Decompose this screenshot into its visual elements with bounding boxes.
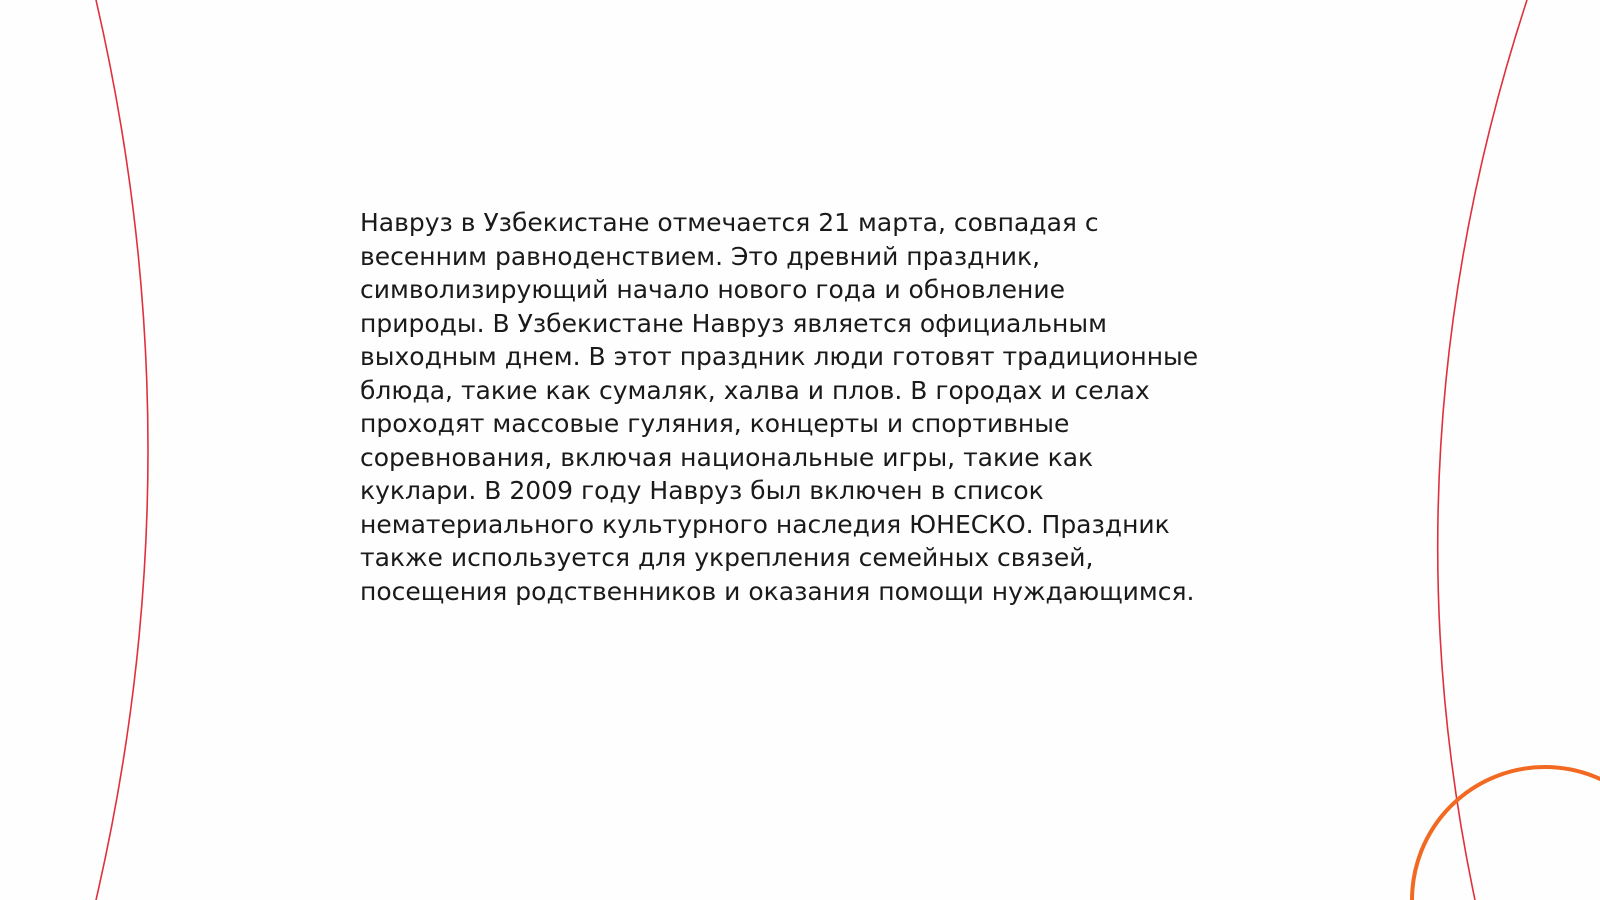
paragraph-line: весенним равноденствием. Это древний праздник, bbox=[360, 241, 1041, 271]
paragraph-line: выходным днем. В этот праздник люди готовят традиционные bbox=[360, 342, 1199, 371]
paragraph-line: также используется для укрепления семейных связей, bbox=[360, 543, 1094, 572]
right-curve-line bbox=[1438, 0, 1527, 900]
body-paragraph bbox=[360, 206, 1240, 608]
left-curve-line bbox=[96, 0, 148, 900]
orange-circle-arc bbox=[1412, 767, 1600, 900]
paragraph-line: проходят массовые гуляния, концерты и спортивные bbox=[360, 409, 1070, 438]
paragraph-line: Навруз в Узбекистане отмечается 21 марта, совпадая с bbox=[360, 208, 1099, 237]
paragraph-line: блюда, такие как сумаляк, халва и плов. В городах и селах bbox=[360, 375, 1150, 405]
paragraph-line: символизирующий начало нового года и обновление bbox=[360, 275, 1065, 304]
paragraph-line: нематериального культурного наследия ЮНЕСКО. Праздник bbox=[360, 509, 1170, 539]
paragraph-line: куклари. В 2009 году Навруз был включен в список bbox=[360, 476, 1044, 505]
paragraph-line: природы. В Узбекистане Навруз является официальным bbox=[360, 308, 1107, 338]
paragraph-line: соревнования, включая национальные игры, такие как bbox=[360, 442, 1094, 472]
paragraph-line: посещения родственников и оказания помощи нуждающимся. bbox=[360, 576, 1195, 606]
